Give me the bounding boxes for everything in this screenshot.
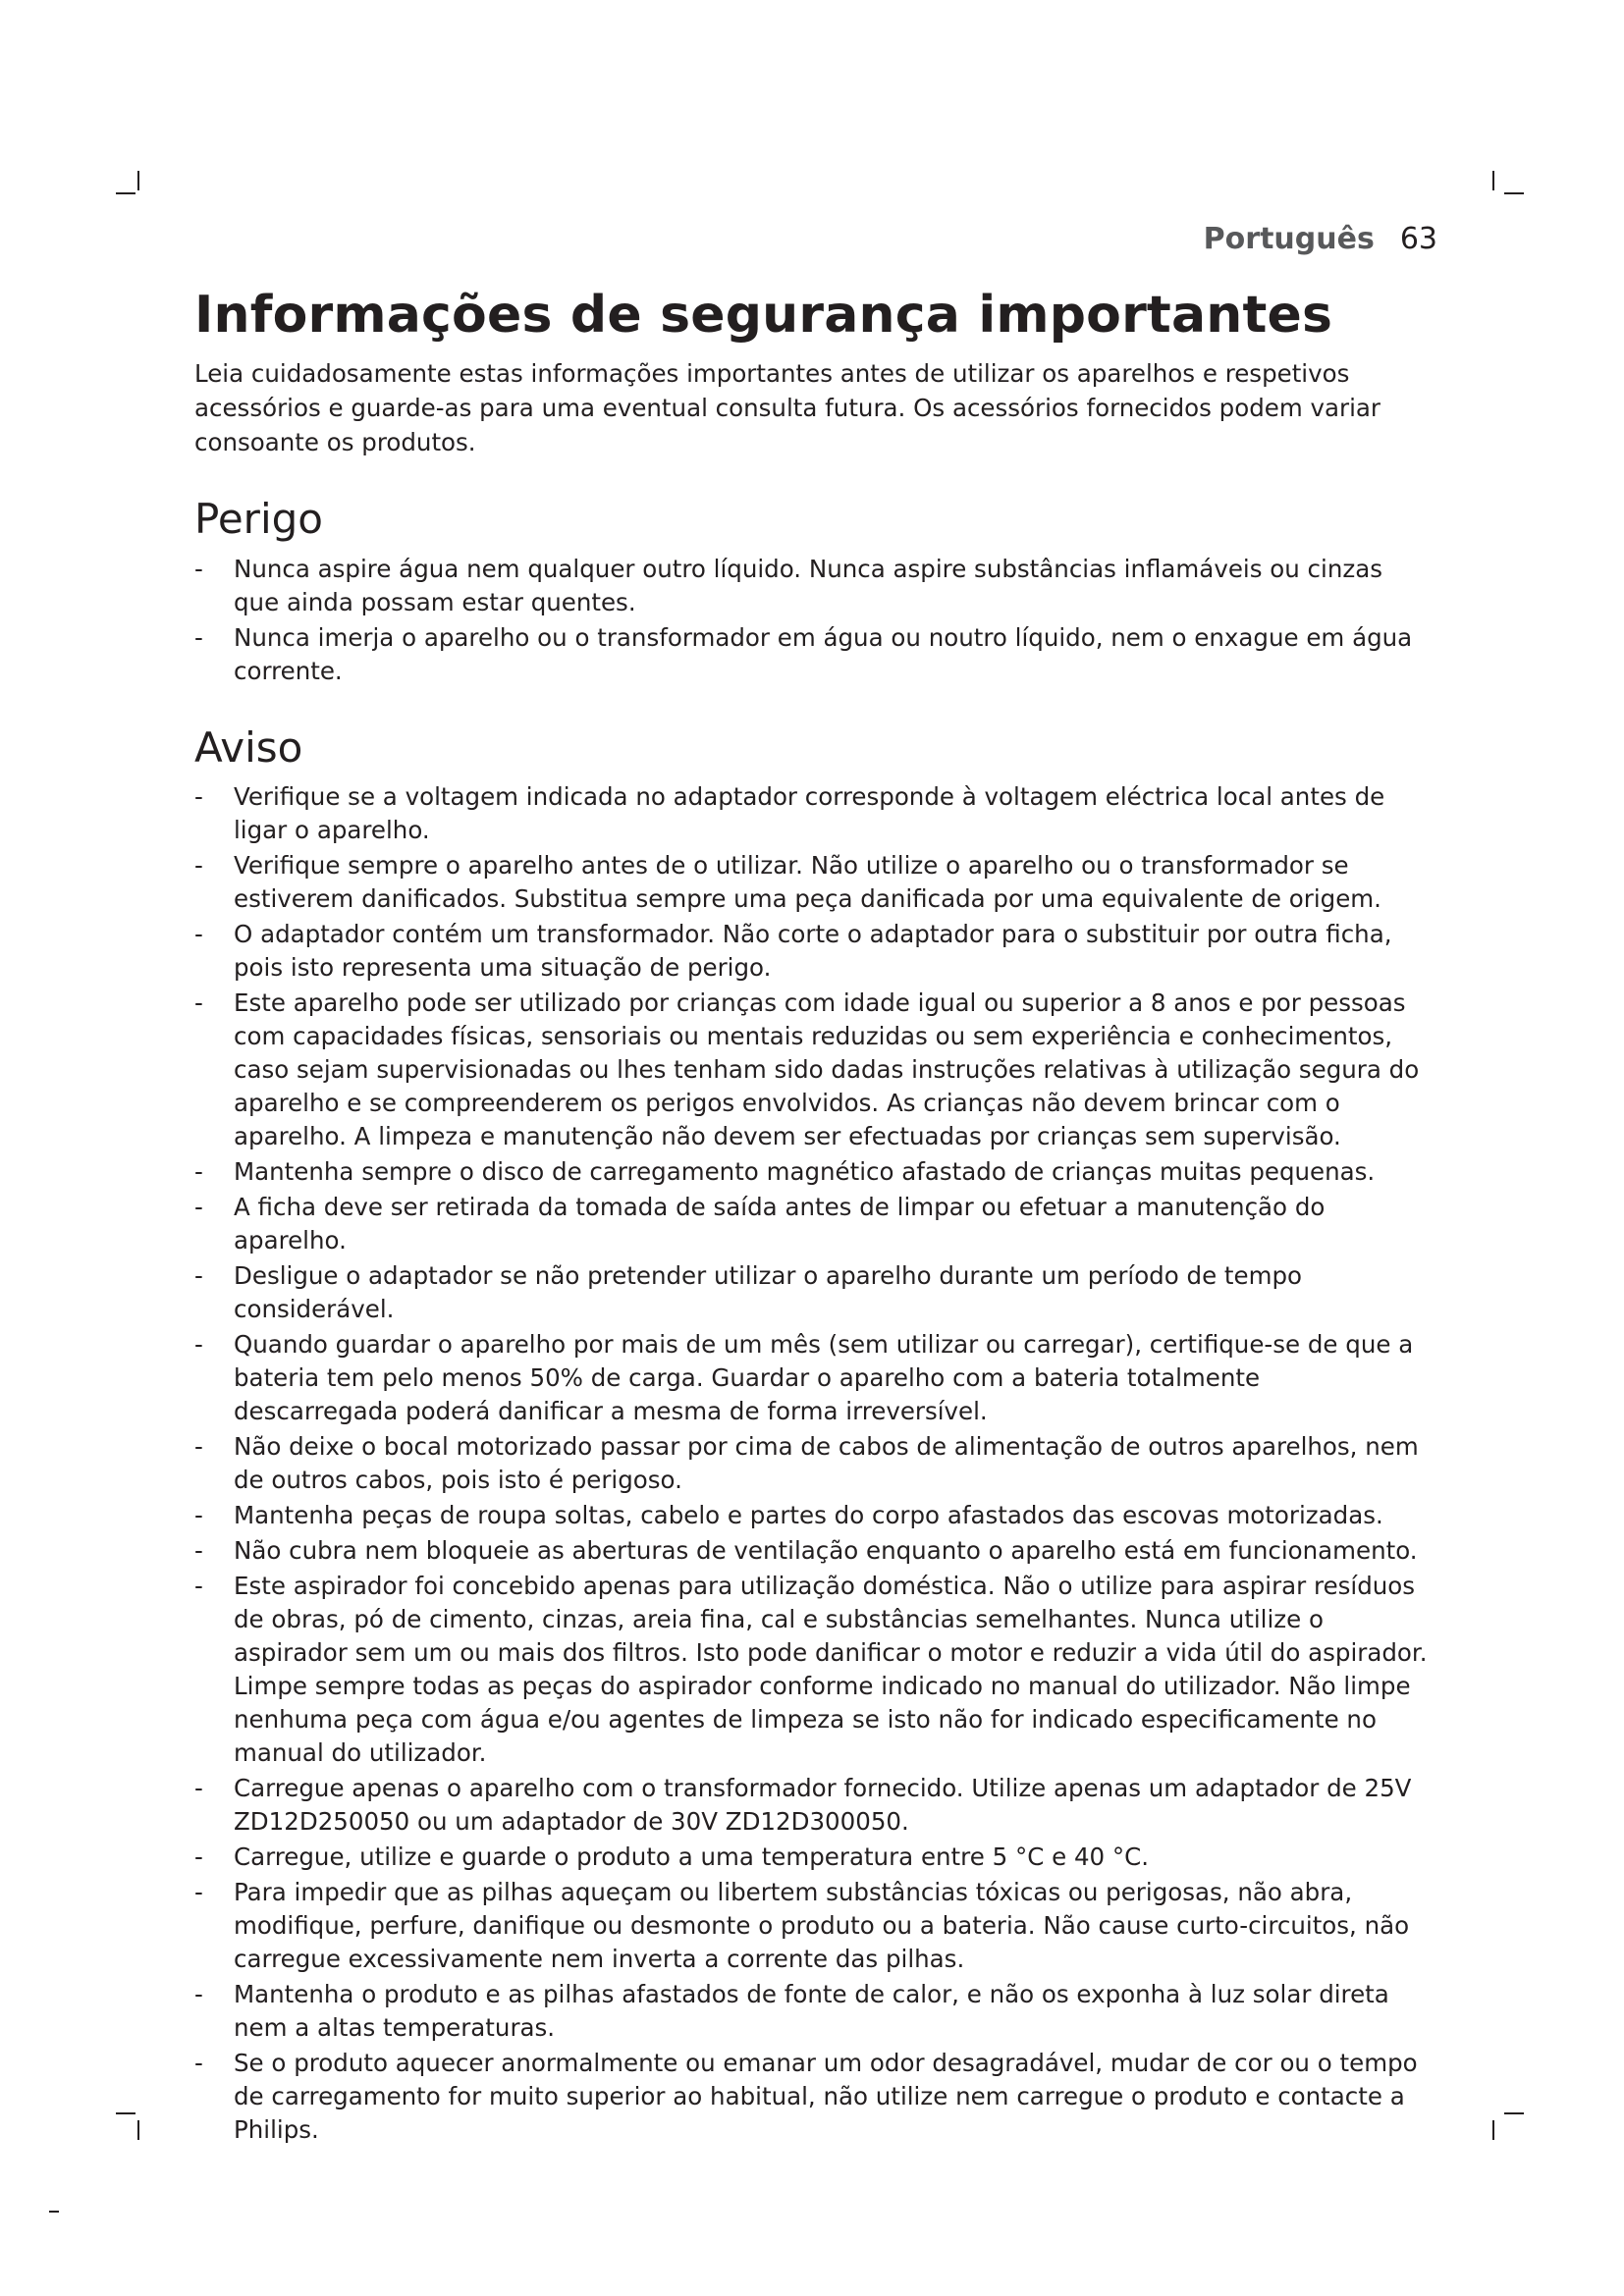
- list-item: [194, 1155, 1432, 1189]
- section-heading-perigo: Perigo: [194, 495, 323, 544]
- crop-mark: [1504, 2112, 1524, 2114]
- list-item: [194, 1772, 1432, 1839]
- crop-mark: [1492, 171, 1494, 190]
- crop-mark: [116, 2112, 135, 2114]
- list-item: [194, 1430, 1432, 1497]
- list-item: [194, 1978, 1432, 2045]
- list-item-text: Nunca aspire água nem qualquer outro líquido. Nunca aspire substâncias inflamáveis ou cinzas que ainda possam estar quentes.: [234, 554, 1382, 616]
- list-item-text: Verifique sempre o aparelho antes de o utilizar. Não utilize o aparelho ou o transformador se estiverem danificados. Substitua sempre uma peça danificada por uma equivalente de origem.: [234, 851, 1381, 914]
- list-dash: -: [194, 1878, 203, 1907]
- list-item: [194, 2047, 1432, 2147]
- list-dash: -: [194, 554, 203, 583]
- list-dash: -: [194, 1432, 203, 1462]
- list-item-text: A ficha deve ser retirada da tomada de saída antes de limpar ou efetuar a manutenção do aparelho.: [234, 1193, 1326, 1255]
- list-item: [194, 553, 1432, 619]
- list-item: [194, 1328, 1432, 1428]
- list-item: [194, 1499, 1432, 1532]
- crop-mark: [137, 171, 139, 190]
- perigo-list: [194, 553, 1432, 688]
- list-dash: -: [194, 1261, 203, 1291]
- intro-paragraph: Leia cuidadosamente estas informações importantes antes de utilizar os aparelhos e respetivos acessórios e guarde-as para uma eventual consulta futura. Os acessórios fornecidos podem variar consoante os produtos.: [194, 359, 1380, 457]
- page-title: Informações de segurança importantes: [194, 286, 1333, 345]
- list-item-text: Carregue apenas o aparelho com o transformador fornecido. Utilize apenas um adaptador de 25V ZD12D250050 ou um adaptador de 30V ZD12D300050.: [234, 1774, 1412, 1837]
- list-dash: -: [194, 1157, 203, 1187]
- list-dash: -: [194, 1330, 203, 1360]
- list-item-text: Este aparelho pode ser utilizado por crianças com idade igual ou superior a 8 anos e por pessoas com capacidades físicas, sensoriais ou mentais reduzidas ou sem experiência e conhecimentos, caso sejam supervisionadas ou lhes tenham sido dadas instruções relativas à utilização segura do aparelho e se compreenderem os perigos envolvidos. As crianças não devem brincar com o aparelho. A limpeza e manutenção não devem ser efectuadas por crianças sem supervisão.: [234, 988, 1420, 1151]
- main-content: [194, 285, 1432, 2149]
- list-item-text: Nunca imerja o aparelho ou o transformador em água ou noutro líquido, nem o enxague em água corrente.: [234, 622, 1413, 685]
- list-dash: -: [194, 1501, 203, 1530]
- list-item: [194, 1841, 1432, 1874]
- list-dash: -: [194, 1536, 203, 1566]
- list-dash: -: [194, 1193, 203, 1222]
- crop-mark: [49, 2211, 59, 2213]
- list-dash: -: [194, 851, 203, 881]
- list-item-text: Não cubra nem bloqueie as aberturas de ventilação enquanto o aparelho está em funcionamento.: [234, 1536, 1418, 1566]
- list-dash: -: [194, 1980, 203, 2009]
- list-item-text: Carregue, utilize e guarde o produto a uma temperatura entre 5 °C e 40 °C.: [234, 1842, 1150, 1872]
- crop-mark: [116, 192, 135, 194]
- list-item-text: Este aspirador foi concebido apenas para utilização doméstica. Não o utilize para aspirar resíduos de obras, pó de cimento, cinzas, areia fina, cal e substâncias semelhantes. Nunca utilize o aspirador sem um ou mais dos filtros. Isto pode danificar o motor e reduzir a vida útil do aspirador. Limpe sempre todas as peças do aspirador conforme indicado no manual do utilizador. Não limpe nenhuma peça com água e/ou agentes de limpeza se isto não for indicado especificamente no manual do utilizador.: [234, 1572, 1428, 1768]
- list-dash: -: [194, 1774, 203, 1803]
- list-item: [194, 1534, 1432, 1568]
- list-item-text: Mantenha sempre o disco de carregamento magnético afastado de crianças muitas pequenas.: [234, 1157, 1376, 1187]
- list-item: [194, 1876, 1432, 1976]
- list-item: [194, 918, 1432, 985]
- list-item-text: Se o produto aquecer anormalmente ou emanar um odor desagradável, mudar de cor ou o tempo de carregamento for muito superior ao habitual, não utilize nem carregue o produto e contacte a Philips.: [234, 2049, 1418, 2145]
- list-dash: -: [194, 988, 203, 1018]
- list-item-text: Para impedir que as pilhas aqueçam ou libertem substâncias tóxicas ou perigosas, não abra, modifique, perfure, danifique ou desmonte o produto ou a bateria. Não cause curto-circuitos, não carregue excessivamente nem inverta a corrente das pilhas.: [234, 1878, 1410, 1974]
- list-item: [194, 987, 1432, 1153]
- crop-mark: [1504, 192, 1524, 194]
- crop-mark: [137, 2120, 139, 2140]
- list-dash: -: [194, 1842, 203, 1872]
- list-item-text: Desligue o adaptador se não pretender utilizar o aparelho durante um período de tempo considerável.: [234, 1261, 1303, 1324]
- list-item-text: Verifique se a voltagem indicada no adaptador corresponde à voltagem eléctrica local antes de ligar o aparelho.: [234, 782, 1385, 845]
- list-item: [194, 1191, 1432, 1257]
- list-dash: -: [194, 1572, 203, 1601]
- list-item: [194, 780, 1432, 847]
- list-dash: -: [194, 920, 203, 949]
- page-number: 63: [1399, 222, 1437, 256]
- language-label: Português: [1203, 222, 1375, 256]
- list-dash: -: [194, 622, 203, 652]
- list-item-text: O adaptador contém um transformador. Não corte o adaptador para o substituir por outra ficha, pois isto representa uma situação de perigo.: [234, 920, 1392, 983]
- list-item: [194, 1259, 1432, 1326]
- list-item-text: Mantenha peças de roupa soltas, cabelo e partes do corpo afastados das escovas motorizadas.: [234, 1501, 1383, 1530]
- list-item: [194, 1570, 1432, 1770]
- list-item: [194, 849, 1432, 916]
- section-heading-aviso: Aviso: [194, 722, 303, 772]
- list-item-text: Quando guardar o aparelho por mais de um mês (sem utilizar ou carregar), certifique-se de que a bateria tem pelo menos 50% de carga. Guardar o aparelho com a bateria totalmente descarregada poderá danificar a mesma de forma irreversível.: [234, 1330, 1414, 1426]
- list-item: [194, 621, 1432, 688]
- list-dash: -: [194, 782, 203, 812]
- list-item-text: Mantenha o produto e as pilhas afastados de fonte de calor, e não os exponha à luz solar direta nem a altas temperaturas.: [234, 1980, 1389, 2043]
- list-item-text: Não deixe o bocal motorizado passar por cima de cabos de alimentação de outros aparelhos, nem de outros cabos, pois isto é perigoso.: [234, 1432, 1419, 1495]
- list-dash: -: [194, 2049, 203, 2078]
- page-header: [1204, 222, 1437, 256]
- crop-mark: [1492, 2120, 1494, 2140]
- aviso-list: [194, 780, 1432, 2147]
